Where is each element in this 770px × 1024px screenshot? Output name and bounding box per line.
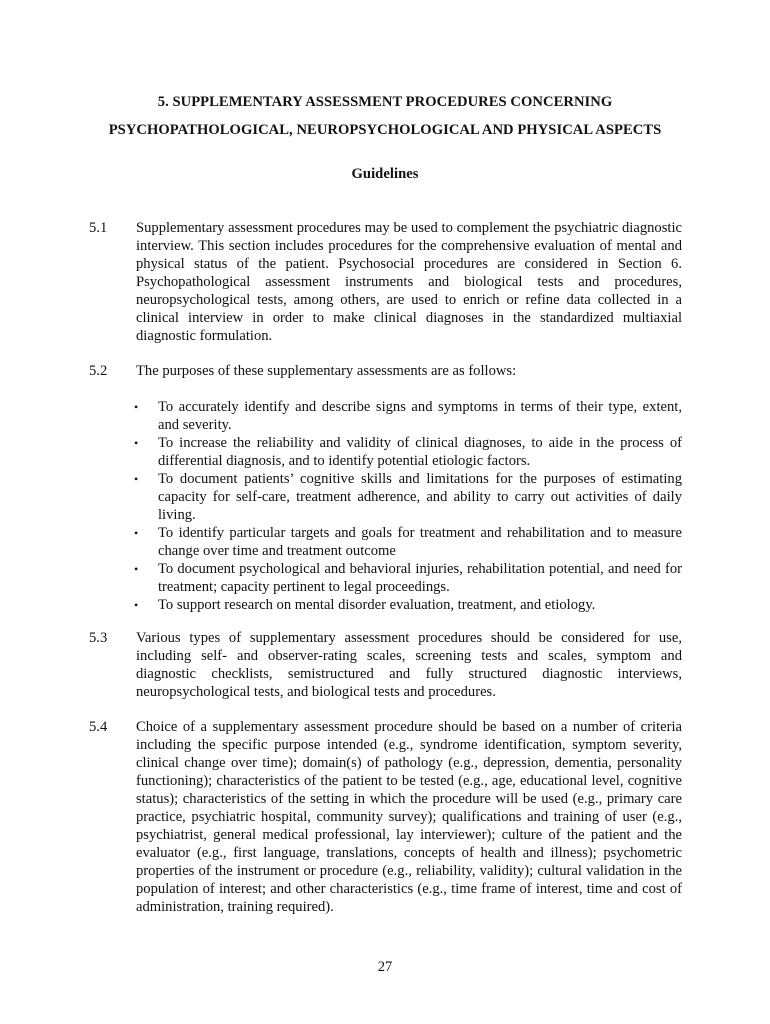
list-item: • To accurately identify and describe signs and symptoms in terms of their type, extent, and severity.	[134, 399, 682, 433]
page-title-line-2: PSYCHOPATHOLOGICAL, NEUROPSYCHOLOGICAL AND PHYSICAL ASPECTS	[108, 122, 662, 138]
purposes-list	[132, 398, 682, 614]
bullet-icon: •	[134, 436, 139, 450]
bullet-icon: •	[134, 562, 139, 576]
list-item: • To support research on mental disorder evaluation, treatment, and etiology.	[134, 597, 596, 613]
section-text: Supplementary assessment procedures may be used to complement the psychiatric diagnostic interview. This section includes procedures for the comprehensive evaluation of mental and physical status of the patient. Psychosocial procedures are considered in Section 6. Psychopathological assessment instruments and biological tests and procedures, neuropsychological tests, among others, are used to enrich or refine data collected in a clinical interview in order to make clinical diagnoses in the standardized multiaxial diagnostic formulation.	[136, 220, 682, 344]
section-text: Choice of a supplementary assessment procedure should be based on a number of criteria including the specific purpose intended (e.g., syndrome identification, symptom severity, clinical change over time); domain(s) of pathology (e.g., depression, dementia, personality functioning); characteristics of the patient to be tested (e.g., age, educational level, cognitive status); characteristics of the setting in which the procedure will be used (e.g., primary care practice, psychiatric hospital, community survey); qualifications and training of user (e.g., psychiatrist, general medical professional, lay interviewer); culture of the patient and the evaluator (e.g., first language, translations, concepts of health and illness); psychometric properties of the instrument or procedure (e.g., reliability, validity); cultural validation in the population of interest; and other characteristics (e.g., time frame of interest, time and cost of administration, training required).	[136, 719, 682, 915]
list-item: • To document patients’ cognitive skills and limitations for the purposes of estimating capacity for self-care, treatment adherence, and ability to carry out activities of daily living.	[134, 471, 682, 523]
section-number: 5.3	[89, 630, 108, 646]
section-number: 5.1	[89, 220, 108, 236]
page-title-line-1: 5. SUPPLEMENTARY ASSESSMENT PROCEDURES CONCERNING	[157, 94, 613, 110]
bullet-icon: •	[134, 598, 139, 612]
section-5-4	[89, 718, 682, 916]
section-text: The purposes of these supplementary assessments are as follows:	[136, 363, 517, 379]
page-number: 27	[377, 959, 393, 975]
bullet-icon: •	[134, 472, 139, 486]
list-item: • To document psychological and behavioral injuries, rehabilitation potential, and need for treatment; capacity pertinent to legal proceedings.	[134, 561, 682, 595]
section-5-3	[89, 629, 682, 701]
section-number: 5.2	[89, 363, 108, 379]
bullet-icon: •	[134, 400, 139, 414]
list-item: • To increase the reliability and validity of clinical diagnoses, to aide in the process of differential diagnosis, and to identify potential etiologic factors.	[134, 435, 682, 469]
section-5-2	[89, 362, 682, 380]
section-text: Various types of supplementary assessment procedures should be considered for use, including self- and observer-rating scales, screening tests and scales, symptom and diagnostic checklists, semistructured and fully structured diagnostic interviews, neuropsychological tests, and biological tests and procedures.	[136, 630, 682, 700]
section-number: 5.4	[89, 719, 108, 735]
list-item: • To identify particular targets and goals for treatment and rehabilitation and to measure change over time and treatment outcome	[134, 525, 682, 559]
section-5-1	[89, 219, 682, 345]
guidelines-heading: Guidelines	[351, 166, 419, 182]
bullet-icon: •	[134, 526, 139, 540]
